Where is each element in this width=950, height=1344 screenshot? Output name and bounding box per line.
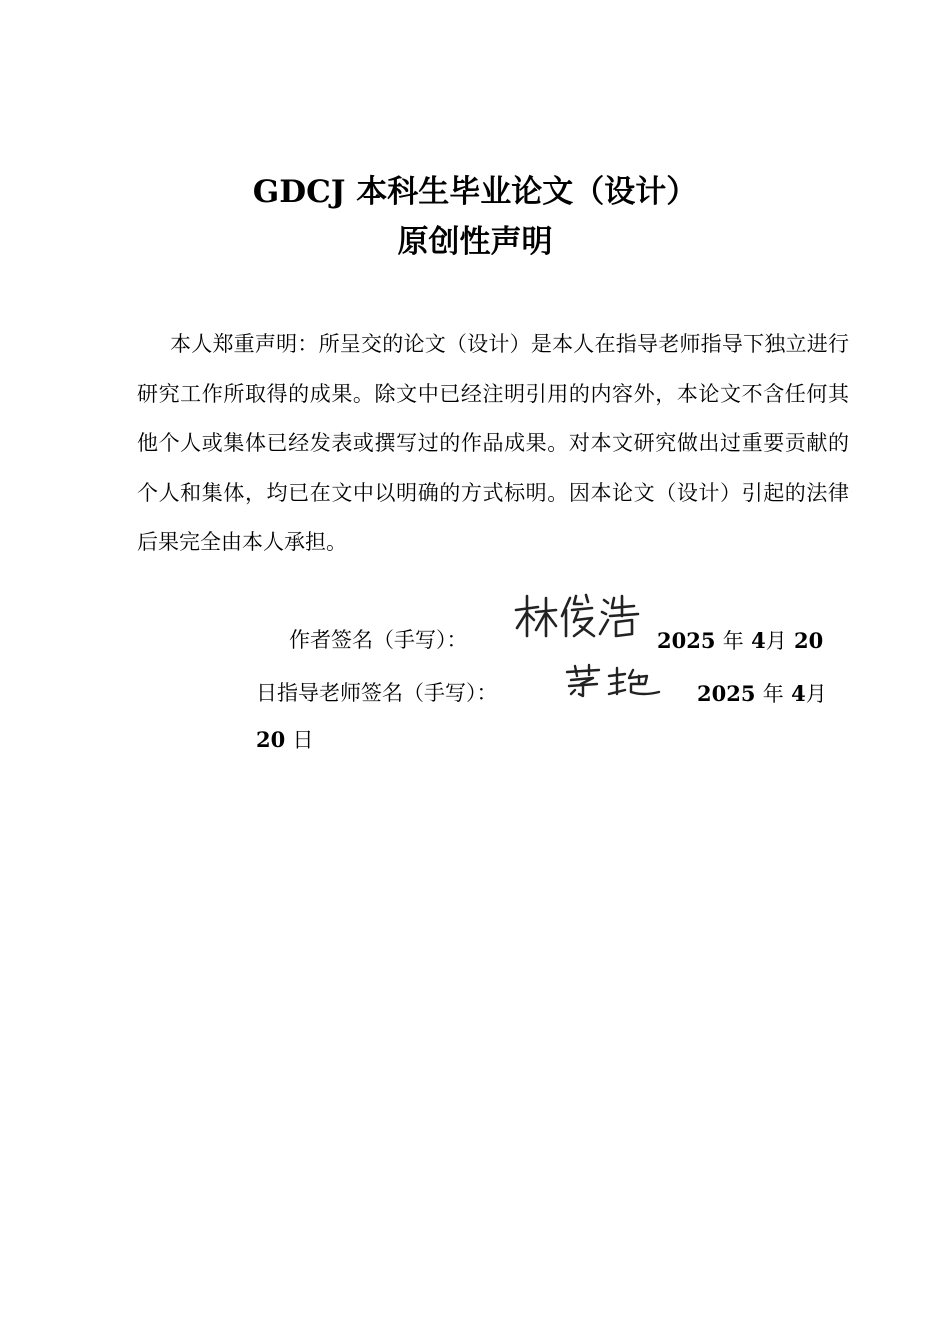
author-label: 作者签名（手写）： bbox=[289, 628, 468, 652]
author-date-month-unit: 月 bbox=[765, 629, 787, 653]
advisor-date-year: 2025 bbox=[697, 681, 756, 706]
declaration-text: 本人郑重声明：所呈交的论文（设计）是本人在指导老师指导下独立进行研究工作所取得的成果。除文中已经注明引用的内容外，本论文不含任何其他个人或集体已经发表或撰写过的作品成果。对本文研究做出过重要贡献的个人和集体，均已在文中以明确的方式标明。因本论文（设计）引起的法律后果完全由本人承担。 bbox=[137, 332, 849, 554]
advisor-date-day-unit: 日 bbox=[292, 728, 314, 752]
page-title: GDCJ 本科生毕业论文（设计） bbox=[252, 174, 698, 210]
advisor-signature-label bbox=[256, 678, 498, 708]
advisor-date-day: 20 bbox=[256, 727, 286, 752]
author-date-year-unit: 年 bbox=[722, 629, 744, 653]
author-date-month: 4 bbox=[751, 628, 766, 653]
author-date-day: 20 bbox=[794, 628, 824, 653]
author-date bbox=[657, 625, 823, 655]
advisor-label: 指导老师签名（手写）： bbox=[277, 681, 498, 705]
advisor-date-continued bbox=[256, 724, 314, 754]
advisor-date-year-unit: 年 bbox=[762, 682, 784, 706]
author-date-day-unit-wrap: 日 bbox=[256, 681, 277, 705]
advisor-date-month-unit: 月 bbox=[805, 682, 827, 706]
author-date-year: 2025 bbox=[657, 628, 716, 653]
advisor-date bbox=[697, 678, 827, 708]
author-signature-label bbox=[289, 625, 468, 655]
author-handwritten-signature bbox=[512, 590, 642, 642]
advisor-date-month: 4 bbox=[791, 681, 806, 706]
page-subtitle: 原创性声明 bbox=[397, 224, 553, 260]
advisor-handwritten-signature bbox=[563, 662, 663, 698]
